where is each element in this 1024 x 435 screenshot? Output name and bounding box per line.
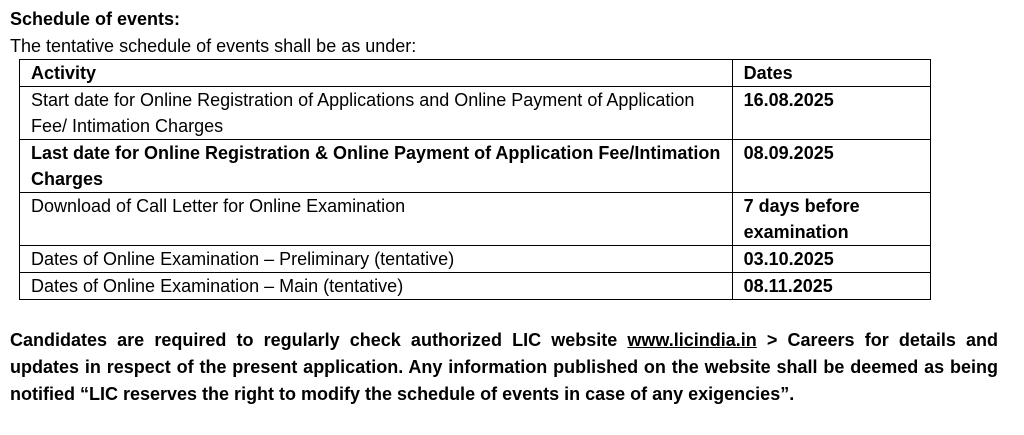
section-heading: Schedule of events: [10, 9, 181, 29]
header-dates: Dates [732, 60, 930, 87]
table-row [20, 87, 931, 140]
notice-paragraph [10, 327, 998, 408]
activity-cell: Start date for Online Registration of Applications and Online Payment of Application Fee/ Intimation Charges [20, 87, 733, 140]
date-cell: 16.08.2025 [732, 87, 930, 140]
table-row [20, 193, 931, 246]
table-row [20, 140, 931, 193]
activity-cell: Download of Call Letter for Online Examination [20, 193, 733, 246]
table-header-row [20, 60, 931, 87]
date-cell: 08.09.2025 [732, 140, 930, 193]
table-row [20, 273, 931, 300]
intro-text: The tentative schedule of events shall be as under: [10, 36, 417, 56]
table-row [20, 246, 931, 273]
date-cell: 7 days before examination [732, 193, 930, 246]
header-activity: Activity [20, 60, 733, 87]
date-cell: 03.10.2025 [732, 246, 930, 273]
date-cell: 08.11.2025 [732, 273, 930, 300]
schedule-table [19, 59, 931, 300]
activity-cell: Last date for Online Registration & Online Payment of Application Fee/Intimation Charges [20, 140, 733, 193]
notice-text-before-link: Candidates are required to regularly check authorized LIC website [10, 330, 628, 350]
notice-text-after-link: > Careers for details and updates in respect of the present application. Any information published on the website shall be deemed as being notified “LIC reserves the right to modify the schedule of events in case of any exigencies”. [10, 330, 998, 404]
lic-website-link[interactable]: www.licindia.in [627, 330, 757, 350]
activity-cell: Dates of Online Examination – Main (tentative) [20, 273, 733, 300]
activity-cell: Dates of Online Examination – Preliminary (tentative) [20, 246, 733, 273]
